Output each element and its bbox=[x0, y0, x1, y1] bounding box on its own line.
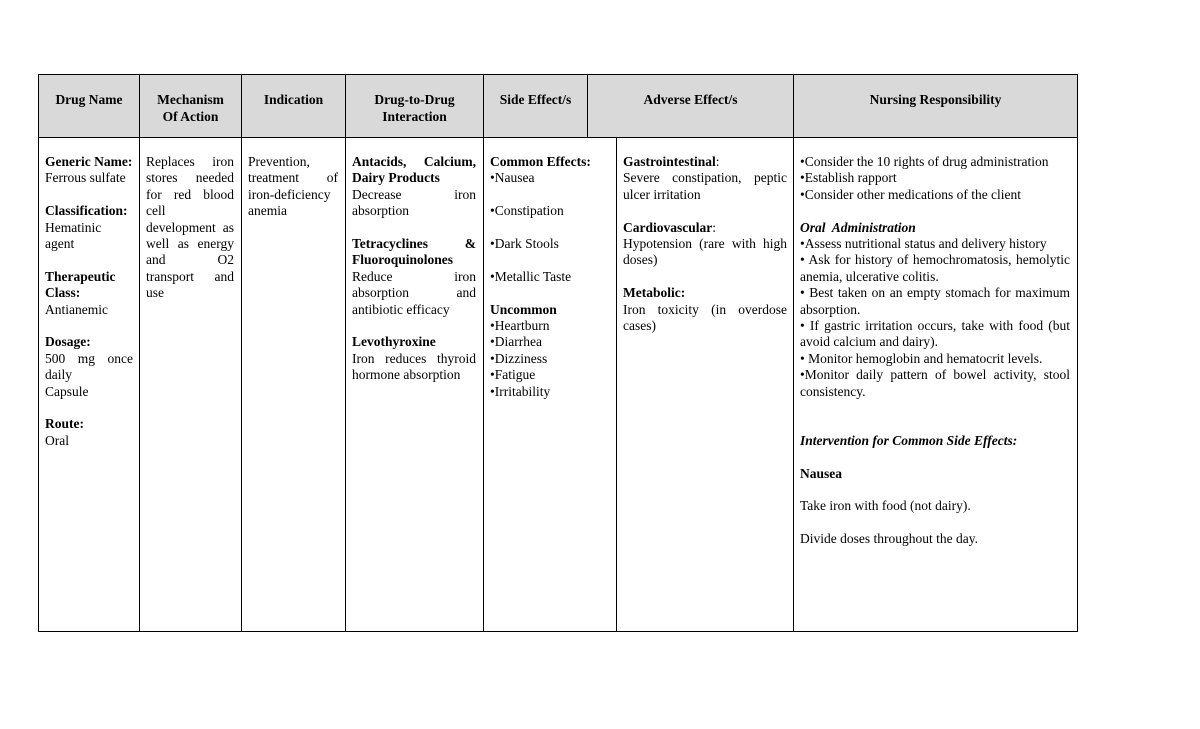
side-effect-item: •Nausea bbox=[490, 170, 535, 186]
interaction-text: Reduce iron absorption and antibiotic efficacy bbox=[352, 268, 476, 317]
header-adverse-effects: Adverse Effect/s bbox=[643, 92, 738, 107]
drug-name-cell bbox=[45, 154, 133, 449]
classification-value: Hematinic agent bbox=[45, 219, 102, 252]
column-divider bbox=[616, 137, 617, 632]
adverse-effect-text: Hypotension (rare with high doses) bbox=[623, 236, 787, 268]
interaction-cell bbox=[352, 154, 476, 384]
uncommon-label: Uncommon bbox=[490, 301, 557, 317]
nursing-item: •Consider other medications of the client bbox=[800, 186, 1022, 202]
common-effects-label: Common Effects: bbox=[490, 154, 591, 169]
header-drug-name: Drug Name bbox=[55, 92, 123, 107]
header-divider bbox=[38, 137, 1078, 138]
header-nursing: Nursing Responsibility bbox=[869, 92, 1002, 107]
nursing-item: •Consider the 10 rights of drug administration bbox=[800, 154, 1049, 169]
header-mechanism: Mechanism Of Action bbox=[157, 92, 224, 124]
adverse-effect-text: Severe constipation, peptic ulcer irritation bbox=[623, 170, 787, 202]
table-border-top bbox=[38, 74, 1078, 75]
nursing-item: • Monitor hemoglobin and hematocrit levels. bbox=[800, 350, 1043, 366]
column-divider bbox=[793, 74, 794, 632]
side-effects-cell bbox=[490, 154, 610, 400]
mechanism-cell: Replaces iron stores needed for red blood cell development as well as energy and O2 transport and use bbox=[146, 154, 234, 301]
adverse-effect-title: Cardiovascular bbox=[623, 219, 713, 235]
adverse-effects-cell: Gastrointestinal: Severe constipation, peptic ulcer irritation Cardiovascular: Hypotension (rare with high doses) Metabolic: Iron toxicity (in overdose cases) bbox=[623, 154, 787, 334]
dosage-form: Capsule bbox=[45, 383, 89, 399]
side-effect-item: •Dark Stools bbox=[490, 236, 559, 251]
side-effect-item: •Heartburn bbox=[490, 318, 550, 333]
header-side-effects: Side Effect/s bbox=[499, 92, 572, 107]
side-effect-item: •Irritability bbox=[490, 383, 551, 399]
column-divider bbox=[483, 74, 484, 632]
indication-cell: Prevention, treatment of iron-deficiency anemia bbox=[248, 154, 338, 219]
header-interaction: Drug-to-Drug Interaction bbox=[374, 92, 455, 124]
intervention-title: Intervention for Common Side Effects: bbox=[800, 432, 1018, 448]
dosage-label: Dosage: bbox=[45, 334, 91, 350]
nausea-intervention: Divide doses throughout the day. bbox=[800, 531, 978, 547]
side-effect-item: •Fatigue bbox=[490, 367, 536, 383]
generic-name-label: Generic Name: bbox=[45, 154, 133, 169]
route-label: Route: bbox=[45, 416, 84, 432]
therapeutic-class-value: Antianemic bbox=[45, 301, 108, 317]
dosage-value: 500 mg once daily bbox=[45, 350, 133, 383]
generic-name-value: Ferrous sulfate bbox=[45, 170, 126, 186]
route-value: Oral bbox=[45, 432, 69, 448]
nursing-item: •Establish rapport bbox=[800, 170, 897, 186]
interaction-text: Decrease iron absorption bbox=[352, 186, 476, 219]
side-effect-item: •Dizziness bbox=[490, 350, 548, 366]
classification-label: Classification: bbox=[45, 203, 128, 219]
oral-administration-title: Oral Administration bbox=[800, 219, 916, 235]
side-effect-item: •Constipation bbox=[490, 203, 564, 219]
nursing-item: • Ask for history of hemochromatosis, hemolytic anemia, ulcerative colitis. bbox=[800, 252, 1070, 284]
side-effect-item: •Metallic Taste bbox=[490, 268, 572, 284]
adverse-effect-title: Gastrointestinal bbox=[623, 154, 716, 169]
nursing-item: • Best taken on an empty stomach for maximum absorption. bbox=[800, 285, 1070, 317]
adverse-effect-title: Metabolic: bbox=[623, 285, 686, 301]
header-indication: Indication bbox=[263, 92, 324, 107]
nausea-title: Nausea bbox=[800, 465, 843, 481]
therapeutic-class-label: Therapeutic Class: bbox=[45, 268, 116, 301]
column-divider bbox=[139, 74, 140, 632]
interaction-title: Tetracyclines & Fluoroquinolones bbox=[352, 236, 476, 268]
interaction-title: Levothyroxine bbox=[352, 334, 436, 350]
nursing-cell bbox=[800, 154, 1070, 548]
table-border-right bbox=[1077, 74, 1078, 632]
adverse-effect-text: Iron toxicity (in overdose cases) bbox=[623, 301, 787, 334]
nursing-item: •Monitor daily pattern of bowel activity, stool consistency. bbox=[800, 367, 1070, 399]
side-effect-item: •Diarrhea bbox=[490, 334, 542, 350]
column-divider bbox=[241, 74, 242, 632]
nausea-intervention: Take iron with food (not dairy). bbox=[800, 498, 971, 514]
nursing-item: • If gastric irritation occurs, take with food (but avoid calcium and dairy). bbox=[800, 318, 1070, 350]
table-border-left bbox=[38, 74, 39, 632]
nursing-item: •Assess nutritional status and delivery history bbox=[800, 236, 1047, 252]
interaction-title: Antacids, Calcium, Dairy Products bbox=[352, 154, 476, 186]
column-divider bbox=[345, 74, 346, 632]
table-border-bottom bbox=[38, 631, 1078, 632]
interaction-text: Iron reduces thyroid hormone absorption bbox=[352, 350, 476, 383]
